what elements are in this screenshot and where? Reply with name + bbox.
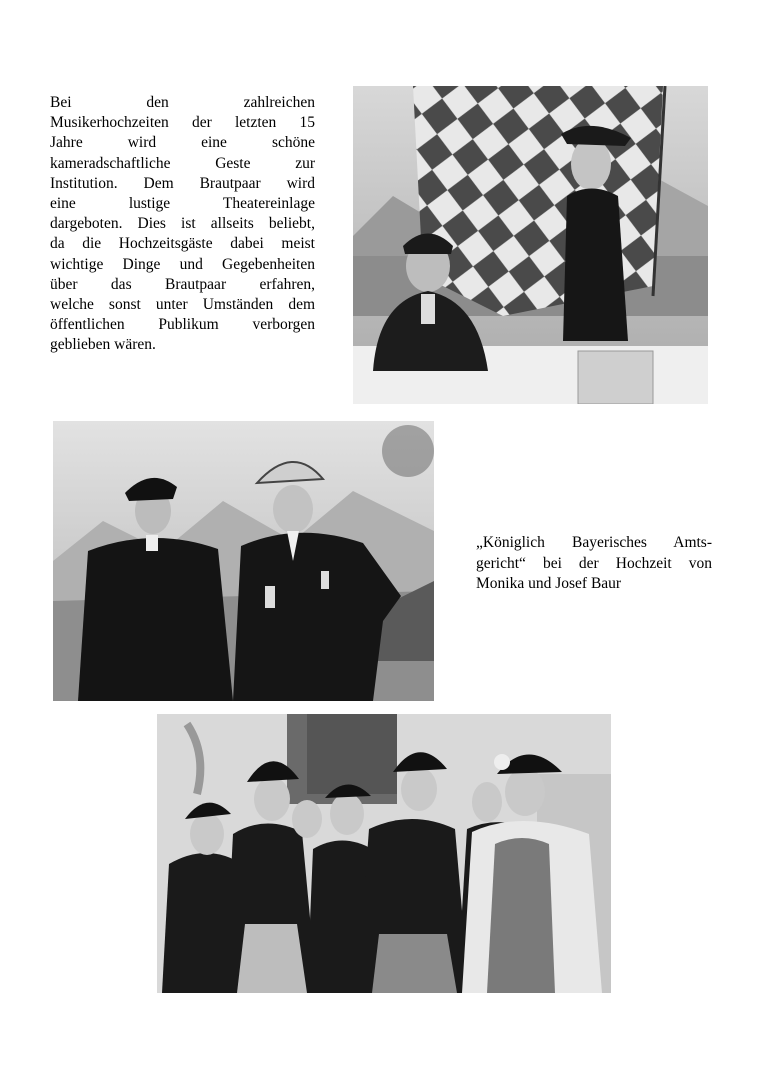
intro-line: Musikerhochzeiten der letzten 15	[50, 114, 315, 132]
photo-court-scene	[353, 86, 708, 404]
intro-line: Bei den zahlreichen	[50, 94, 315, 111]
intro-line: kameradschaftliche Geste zur	[50, 154, 315, 172]
photo-two-uniformed-men-image	[53, 421, 434, 701]
caption-line: Monika und Josef Baur	[476, 575, 622, 592]
photo-two-uniformed-men	[53, 421, 434, 701]
photo-caption	[476, 533, 712, 595]
intro-line: wichtige Dinge und Gegebenheiten	[50, 255, 315, 273]
photo-group-women-image	[157, 714, 611, 993]
intro-line: eine lustige Theatereinlage	[50, 195, 315, 213]
intro-line: welche sonst unter Umständen dem	[50, 296, 315, 314]
photo-group-women	[157, 714, 611, 993]
intro-line: über das Brautpaar erfahren,	[50, 275, 315, 293]
intro-paragraph	[50, 93, 315, 356]
photo-court-scene-image	[353, 86, 708, 404]
intro-line: dargeboten. Dies ist allseits beliebt,	[50, 215, 315, 233]
caption-line: gericht“ bei der Hochzeit von	[476, 554, 712, 572]
intro-line: geblieben wären.	[50, 336, 156, 354]
intro-line: da die Hochzeitsgäste dabei meist	[50, 235, 315, 253]
intro-line: öffentlichen Publikum verborgen	[50, 316, 315, 334]
caption-line: „Königlich Bayerisches Amts-	[476, 534, 712, 551]
intro-line: Institution. Dem Brautpaar wird	[50, 174, 315, 192]
intro-line: Jahre wird eine schöne	[50, 134, 315, 152]
